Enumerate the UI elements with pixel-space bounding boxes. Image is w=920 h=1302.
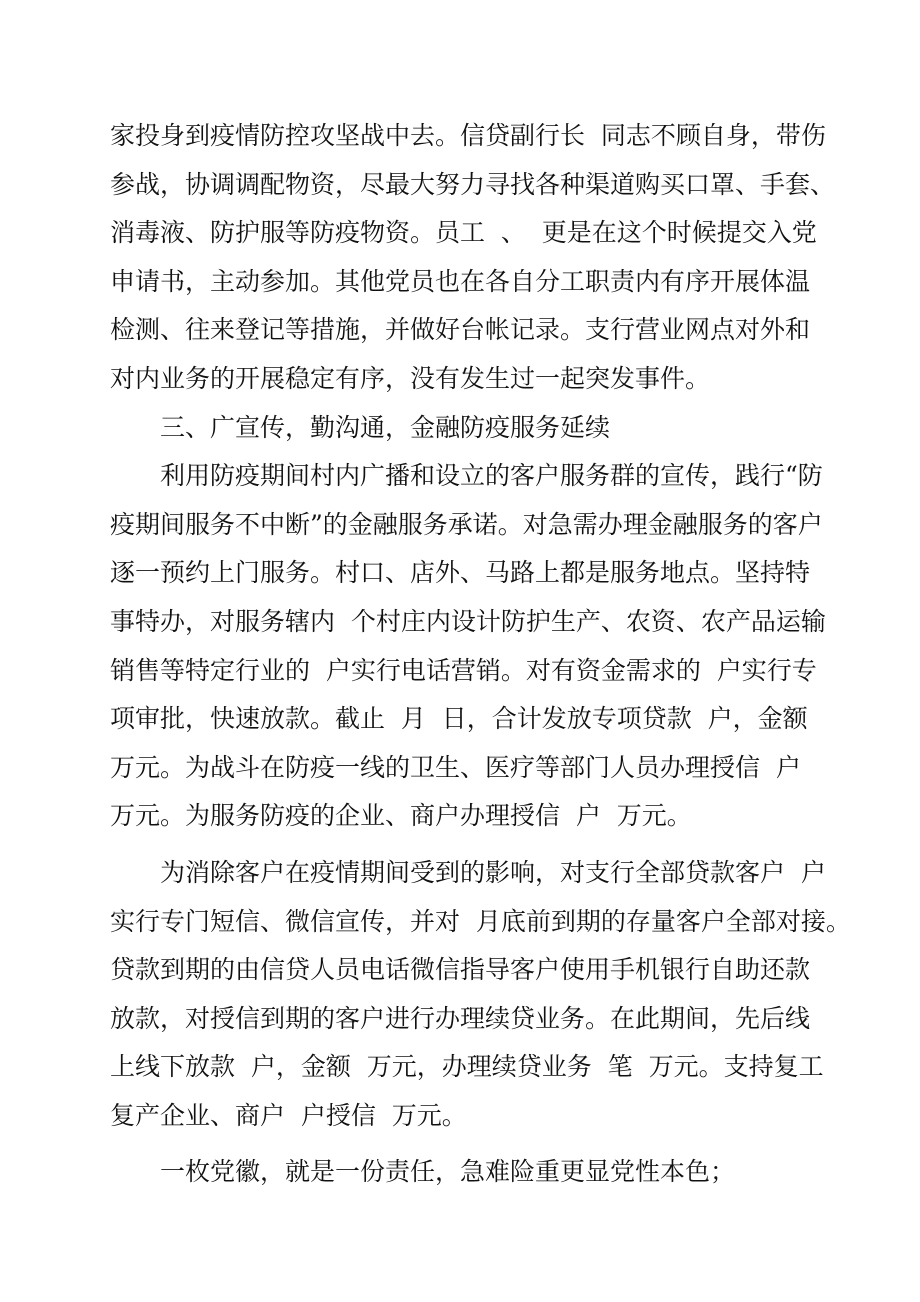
paragraph-4 [110, 1148, 820, 1197]
section-heading: 三、广宣传，勤沟通，金融防疫服务延续 [160, 412, 611, 442]
section-heading-3 [110, 404, 820, 453]
text-line: 检测、往来登记等措施，并做好台帐记录。支行营业网点对外和 [110, 315, 811, 345]
text-line: 放款，对授信到期的客户进行办理续贷业务。在此期间，先后线 [110, 1003, 811, 1033]
text-line: 项审批，快速放款。截止 月 日，合计发放专项贷款 户，金额 [110, 704, 808, 734]
text-line: 万元。为战斗在防疫一线的卫生、医疗等部门人员办理授信 户 [110, 752, 801, 782]
text-line: 家投身到疫情防控攻坚战中去。信贷副行长 同志不顾自身，带伤 [110, 121, 826, 150]
text-line: 参战，协调调配物资，尽最大努力寻找各种渠道购买口罩、手套、 [110, 169, 836, 199]
text-line: 疫期间服务不中断”的金融服务承诺。对急需办理金融服务的客户 [110, 509, 823, 539]
paragraph-spacer [110, 1140, 820, 1148]
text-line: 逐一预约上门服务。村口、店外、马路上都是服务地点。坚持特 [110, 558, 811, 588]
paragraph-3 [110, 849, 851, 1141]
text-line: 事特办，对服务辖内 个村庄内设计防护生产、农资、农产品运输 [110, 606, 826, 636]
text-line: 一枚党徽，就是一份责任，急难险重更显党性本色； [160, 1157, 736, 1187]
text-line: 利用防疫期间村内广播和设立的客户服务群的宣传，践行“防 [160, 461, 823, 491]
text-line: 销售等特定行业的 户实行电话营销。对有资金需求的 户实行专 [110, 655, 817, 685]
text-line: 为消除客户在疫情期间受到的影响，对支行全部贷款客户 户 [160, 857, 826, 887]
text-line: 贷款到期的由信贷人员电话微信指导客户使用手机银行自助还款 [110, 955, 811, 985]
text-line: 对内业务的开展稳定有序，没有发生过一起突发事件。 [110, 363, 711, 393]
document-body [110, 112, 851, 1197]
paragraph-2 [110, 452, 826, 841]
text-line: 复产企业、商户 户授信 万元。 [110, 1100, 467, 1130]
text-line: 消毒液、防护服等防疫物资。员工 、 更是在这个时候提交入党 [110, 218, 817, 248]
text-line: 申请书，主动参加。其他党员也在各自分工职责内有序开展体温 [110, 266, 811, 296]
paragraph-spacer [110, 841, 820, 849]
text-line: 实行专门短信、微信宣传，并对 月底前到期的存量客户全部对接。 [110, 906, 851, 936]
text-line: 万元。为服务防疫的企业、商户办理授信 户 万元。 [110, 801, 692, 831]
paragraph-1 [110, 112, 836, 404]
text-line: 上线下放款 户，金额 万元，办理续贷业务 笔 万元。支持复工 [110, 1052, 824, 1082]
